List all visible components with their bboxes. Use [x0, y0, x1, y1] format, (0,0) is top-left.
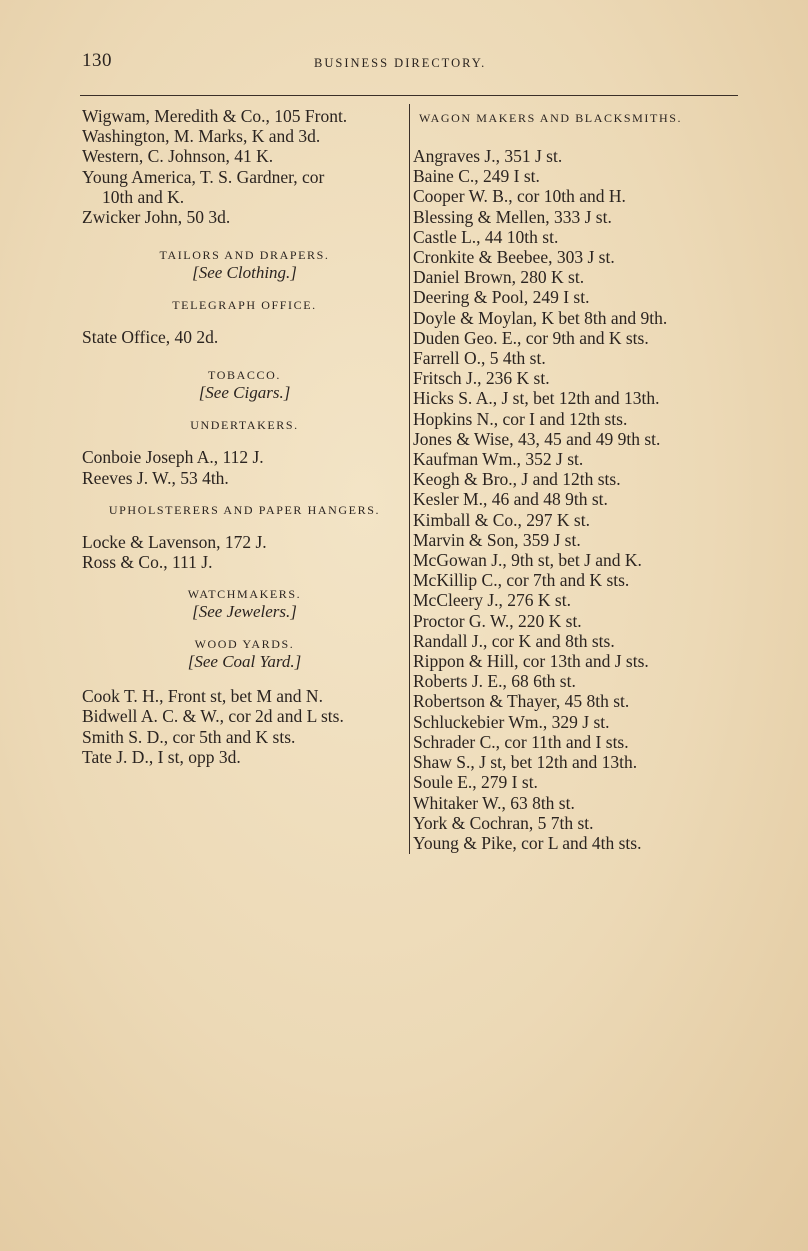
directory-entry: Cook T. H., Front st, bet M and N. [82, 686, 323, 707]
directory-entry: Blessing & Mellen, 333 J st. [413, 206, 612, 227]
directory-entry: Schrader C., cor 11th and I sts. [413, 731, 629, 752]
directory-entry: Western, C. Johnson, 41 K. [82, 146, 274, 167]
section-heading-wagon-makers: WAGON MAKERS AND BLACKSMITHS. [419, 111, 683, 125]
section-heading-watchmakers: WATCHMAKERS. [187, 587, 302, 602]
header-rule [80, 95, 738, 96]
directory-entry: Wigwam, Meredith & Co., 105 Front. [82, 106, 348, 126]
directory-entry: Whitaker W., 63 8th st. [413, 792, 575, 813]
section-heading-telegraph: TELEGRAPH OFFICE. [172, 298, 317, 313]
directory-entry: Hicks S. A., J st, bet 12th and 13th. [413, 388, 660, 409]
directory-entry: Roberts J. E., 68 6th st. [413, 671, 576, 692]
running-title: BUSINESS DIRECTORY. [314, 56, 487, 70]
directory-entry: Jones & Wise, 43, 45 and 49 9th st. [413, 428, 661, 449]
directory-entry: Baine C., 249 I st. [413, 166, 540, 187]
directory-entry: Marvin & Son, 359 J st. [413, 529, 581, 550]
directory-entry: Duden Geo. E., cor 9th and K sts. [413, 327, 649, 348]
directory-entry: Reeves J. W., 53 4th. [82, 467, 229, 488]
section-heading-tobacco: TOBACCO. [208, 368, 281, 383]
directory-entry: Hopkins N., cor I and 12th sts. [413, 408, 628, 429]
section-heading-wood-yards: WOOD YARDS. [194, 637, 295, 652]
directory-entry: Ross & Co., 111 J. [82, 552, 213, 573]
directory-entry: Zwicker John, 50 3d. [82, 207, 231, 228]
directory-entry: Robertson & Thayer, 45 8th st. [413, 691, 630, 712]
directory-entry: Smith S. D., cor 5th and K sts. [82, 726, 296, 747]
cross-reference: [See Coal Yard.] [187, 652, 302, 672]
directory-entry: Proctor G. W., 220 K st. [413, 610, 582, 631]
right-column [413, 106, 743, 853]
directory-entry: Castle L., 44 10th st. [413, 226, 559, 247]
directory-entry: Washington, M. Marks, K and 3d. [82, 126, 321, 147]
directory-entry: Rippon & Hill, cor 13th and J sts. [413, 651, 649, 672]
page-number: 130 [82, 50, 112, 71]
cross-reference: [See Cigars.] [198, 383, 291, 403]
directory-entry: Daniel Brown, 280 K st. [413, 267, 585, 288]
directory-entry: Shaw S., J st, bet 12th and 13th. [413, 752, 638, 773]
wagon-makers-list [413, 146, 743, 853]
directory-entry: Keogh & Bro., J and 12th sts. [413, 469, 621, 490]
cross-reference: [See Clothing.] [192, 263, 297, 283]
directory-entry: York & Cochran, 5 7th st. [413, 812, 594, 833]
directory-entry: Young America, T. S. Gardner, cor [82, 166, 325, 187]
directory-entry: Schluckebier Wm., 329 J st. [413, 711, 610, 732]
directory-entry: Conboie Joseph A., 112 J. [82, 447, 264, 468]
left-column [82, 106, 407, 767]
directory-entry: Locke & Lavenson, 172 J. [82, 531, 267, 552]
directory-entry: State Office, 40 2d. [82, 327, 219, 348]
directory-entry: Cronkite & Beebee, 303 J st. [413, 247, 615, 268]
directory-entry: Young & Pike, cor L and 4th sts. [413, 832, 642, 853]
directory-entry: Kaufman Wm., 352 J st. [413, 449, 584, 470]
directory-entry: McKillip C., cor 7th and K sts. [413, 570, 630, 591]
directory-entry: McCleery J., 276 K st. [413, 590, 571, 611]
section-heading-tailors: TAILORS AND DRAPERS. [159, 248, 330, 263]
column-divider [409, 104, 410, 854]
directory-entry: McGowan J., 9th st, bet J and K. [413, 550, 642, 571]
section-heading-undertakers: UNDERTAKERS. [190, 418, 299, 433]
directory-entry: Deering & Pool, 249 I st. [413, 287, 590, 308]
directory-entry: Doyle & Moylan, K bet 8th and 9th. [413, 307, 668, 328]
directory-entry: Fritsch J., 236 K st. [413, 368, 550, 389]
directory-entry-continuation: 10th and K. [102, 186, 185, 207]
directory-entry: Bidwell A. C. & W., cor 2d and L sts. [82, 706, 344, 727]
directory-entry: Farrell O., 5 4th st. [413, 348, 546, 369]
page-header [82, 50, 737, 76]
directory-entry: Angraves J., 351 J st. [413, 146, 563, 166]
directory-entry: Soule E., 279 I st. [413, 772, 538, 793]
directory-entry: Kimball & Co., 297 K st. [413, 509, 590, 530]
cross-reference: [See Jewelers.] [192, 602, 297, 622]
directory-entry: Tate J. D., I st, opp 3d. [82, 746, 241, 767]
section-heading-upholsterers: UPHOLSTERERS AND PAPER HANGERS. [108, 502, 381, 517]
directory-entry: Kesler M., 46 and 48 9th st. [413, 489, 608, 510]
directory-entry: Cooper W. B., cor 10th and H. [413, 186, 626, 207]
directory-entry: Randall J., cor K and 8th sts. [413, 630, 615, 651]
